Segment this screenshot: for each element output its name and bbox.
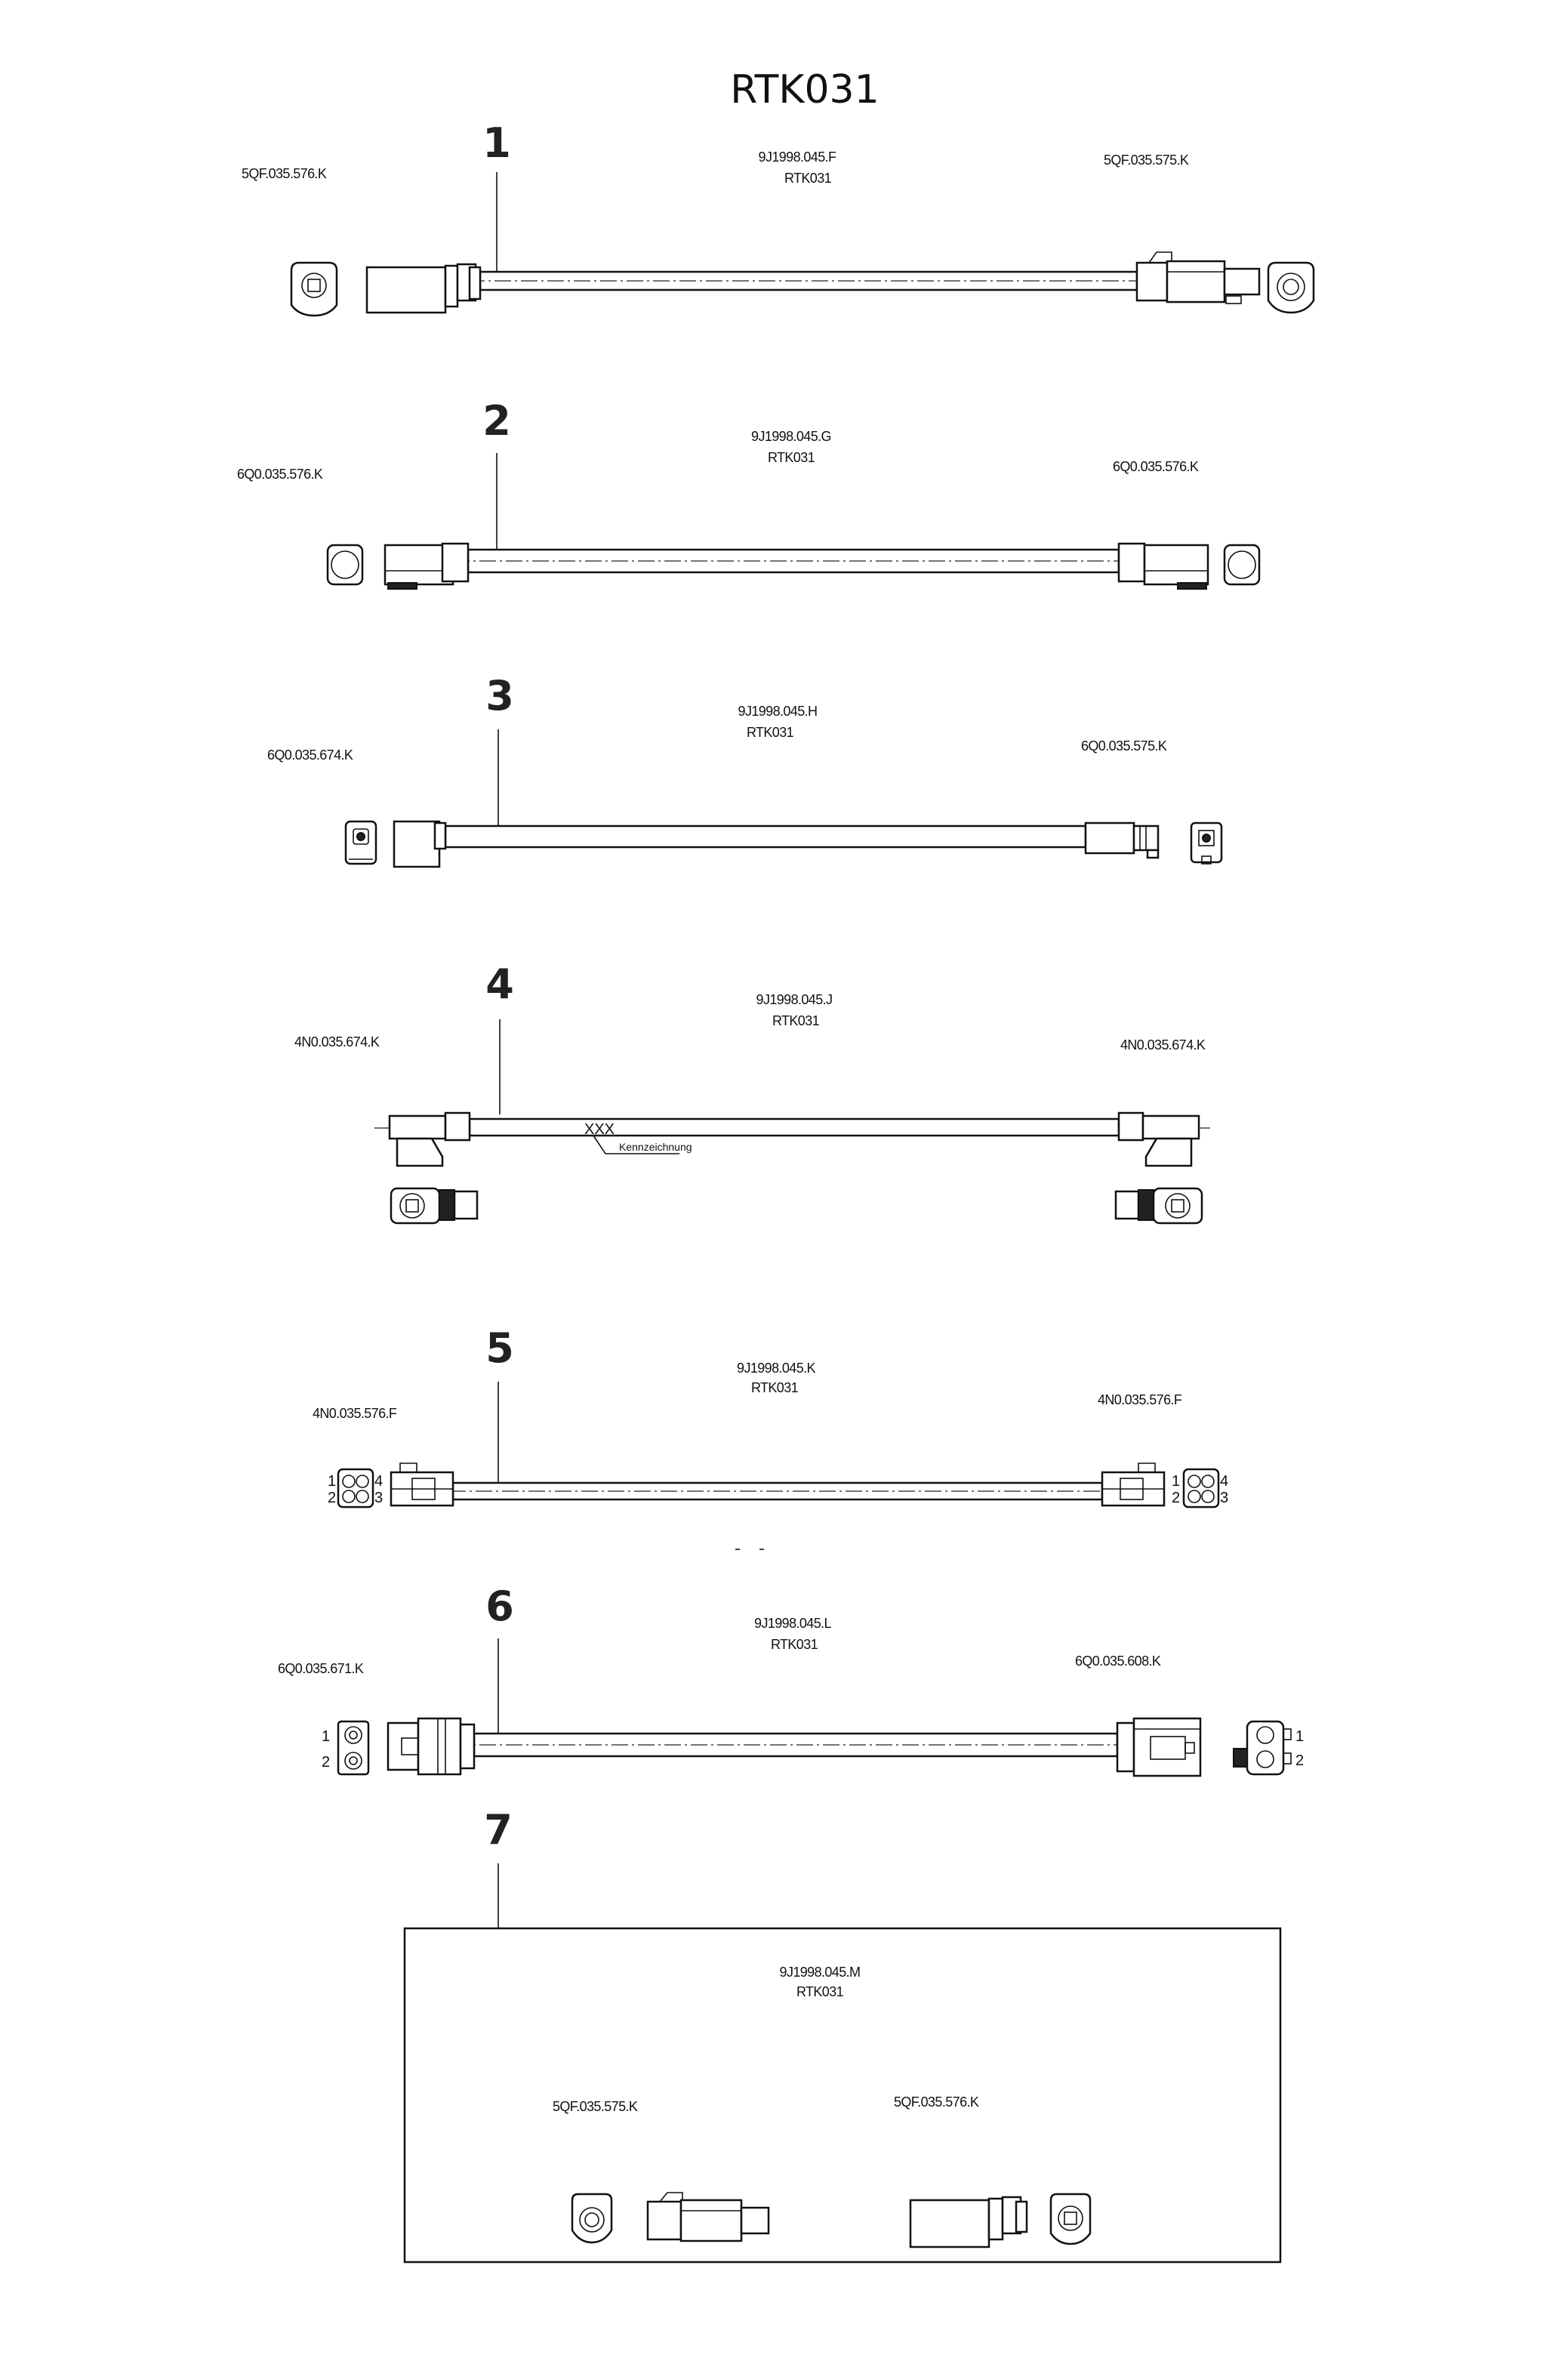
drawing-code: RTK031 bbox=[767, 450, 815, 465]
drawing-code: RTK031 bbox=[796, 1984, 844, 1999]
connector-face-view-right bbox=[1172, 1469, 1228, 1507]
connector-housing-left bbox=[390, 1113, 470, 1166]
assembly-number: 2 bbox=[482, 397, 511, 445]
part-number: 9J1998.045.G bbox=[751, 429, 831, 444]
assembly-number: 6 bbox=[485, 1583, 514, 1630]
connector-face-view-right bbox=[1268, 263, 1314, 313]
connector-face-view-right bbox=[1191, 823, 1221, 864]
pin-label: 3 bbox=[374, 1490, 384, 1506]
drawing-code: RTK031 bbox=[770, 1637, 818, 1652]
connector-housing-left bbox=[388, 1718, 474, 1774]
part-number: 9J1998.045.M bbox=[779, 1965, 861, 1980]
pin-label: 2 bbox=[328, 1490, 337, 1506]
connector-face-view-left bbox=[346, 821, 376, 864]
left-connector-label: 6Q0.035.576.K bbox=[237, 467, 323, 482]
connector-housing-right bbox=[1119, 544, 1208, 589]
pin-label: 1 bbox=[328, 1473, 337, 1490]
assembly-number: 7 bbox=[484, 1806, 513, 1854]
assembly-2 bbox=[237, 397, 1259, 589]
connector-housing-right bbox=[1119, 1113, 1199, 1166]
connector-housing-left bbox=[391, 1463, 453, 1506]
connector-housing-left bbox=[367, 264, 480, 313]
left-connector-label: 5QF.035.576.K bbox=[242, 166, 327, 181]
assembly-number: 1 bbox=[482, 119, 511, 167]
connector-face-view-left bbox=[328, 545, 362, 584]
connector-face-view-left bbox=[291, 263, 337, 316]
assembly-1 bbox=[242, 119, 1314, 316]
connector-housing-right bbox=[1137, 252, 1259, 304]
left-connector-label: 4N0.035.674.K bbox=[294, 1034, 380, 1049]
assembly-5 bbox=[313, 1324, 1228, 1507]
left-connector-label: 6Q0.035.674.K bbox=[267, 747, 353, 763]
assembly-number: 3 bbox=[485, 672, 514, 720]
left-connector-label: 5QF.035.575.K bbox=[553, 2099, 638, 2114]
pin-label: 4 bbox=[1220, 1473, 1229, 1490]
right-connector-label: 4N0.035.576.F bbox=[1098, 1392, 1182, 1407]
right-connector-label: 5QF.035.575.K bbox=[1104, 153, 1189, 168]
connector-top-view-left bbox=[391, 1188, 477, 1223]
pin-label: 1 bbox=[322, 1728, 331, 1745]
connector-housing-right bbox=[1117, 1718, 1200, 1776]
left-connector-label: 4N0.035.576.F bbox=[313, 1406, 397, 1421]
pin-label: 4 bbox=[374, 1473, 384, 1490]
part-number: 9J1998.045.J bbox=[756, 992, 833, 1007]
connector-housing-right bbox=[1086, 823, 1158, 858]
marking-label: Kennzeichnung bbox=[619, 1141, 692, 1153]
pin-label: 2 bbox=[322, 1754, 331, 1771]
connector-face-view-right bbox=[1234, 1721, 1304, 1774]
assembly-3 bbox=[267, 672, 1221, 867]
drawing-title: RTK031 bbox=[730, 67, 879, 112]
pin-label: 3 bbox=[1220, 1490, 1229, 1506]
connector-housing-right bbox=[1102, 1463, 1164, 1506]
right-connector-label: 4N0.035.674.K bbox=[1120, 1037, 1206, 1053]
assembly-6 bbox=[278, 1583, 1304, 1776]
connector-face-view-right bbox=[1051, 2194, 1090, 2244]
right-connector-label: 6Q0.035.608.K bbox=[1075, 1654, 1161, 1669]
connector-housing-left bbox=[385, 544, 468, 589]
drawing-code: RTK031 bbox=[784, 171, 832, 186]
right-connector-label: 6Q0.035.576.K bbox=[1113, 459, 1199, 474]
marking-text: XXX bbox=[584, 1121, 615, 1138]
connector-housing-left bbox=[394, 821, 445, 867]
drawing-code: RTK031 bbox=[750, 1380, 799, 1395]
part-number: 9J1998.045.L bbox=[754, 1616, 831, 1631]
drawing-code: RTK031 bbox=[746, 725, 794, 740]
right-connector-label: 5QF.035.576.K bbox=[894, 2094, 979, 2110]
right-connector-label: 6Q0.035.575.K bbox=[1081, 738, 1167, 754]
pin-label: 1 bbox=[1295, 1728, 1305, 1745]
part-number: 9J1998.045.K bbox=[737, 1361, 815, 1376]
assembly-number: 5 bbox=[485, 1324, 514, 1372]
assembly-7 bbox=[405, 1806, 1280, 2262]
drawing-code: RTK031 bbox=[772, 1013, 820, 1028]
part-number: 9J1998.045.F bbox=[758, 149, 836, 165]
pin-label: 2 bbox=[1172, 1490, 1181, 1506]
part-number: 9J1998.045.H bbox=[738, 704, 818, 719]
connector-face-view-left bbox=[322, 1721, 368, 1774]
connector-face-view-left bbox=[328, 1469, 383, 1507]
assembly-number: 4 bbox=[485, 960, 514, 1008]
connector-face-view-left bbox=[572, 2194, 611, 2242]
connector-housing-right bbox=[910, 2197, 1027, 2247]
assembly-4 bbox=[294, 960, 1214, 1223]
pin-label: 2 bbox=[1295, 1752, 1305, 1769]
connector-face-view-right bbox=[1225, 545, 1259, 584]
left-connector-label: 6Q0.035.671.K bbox=[278, 1661, 364, 1676]
connector-top-view-right bbox=[1116, 1188, 1202, 1223]
pin-label: 1 bbox=[1172, 1473, 1181, 1490]
connector-housing-left bbox=[648, 2193, 769, 2241]
